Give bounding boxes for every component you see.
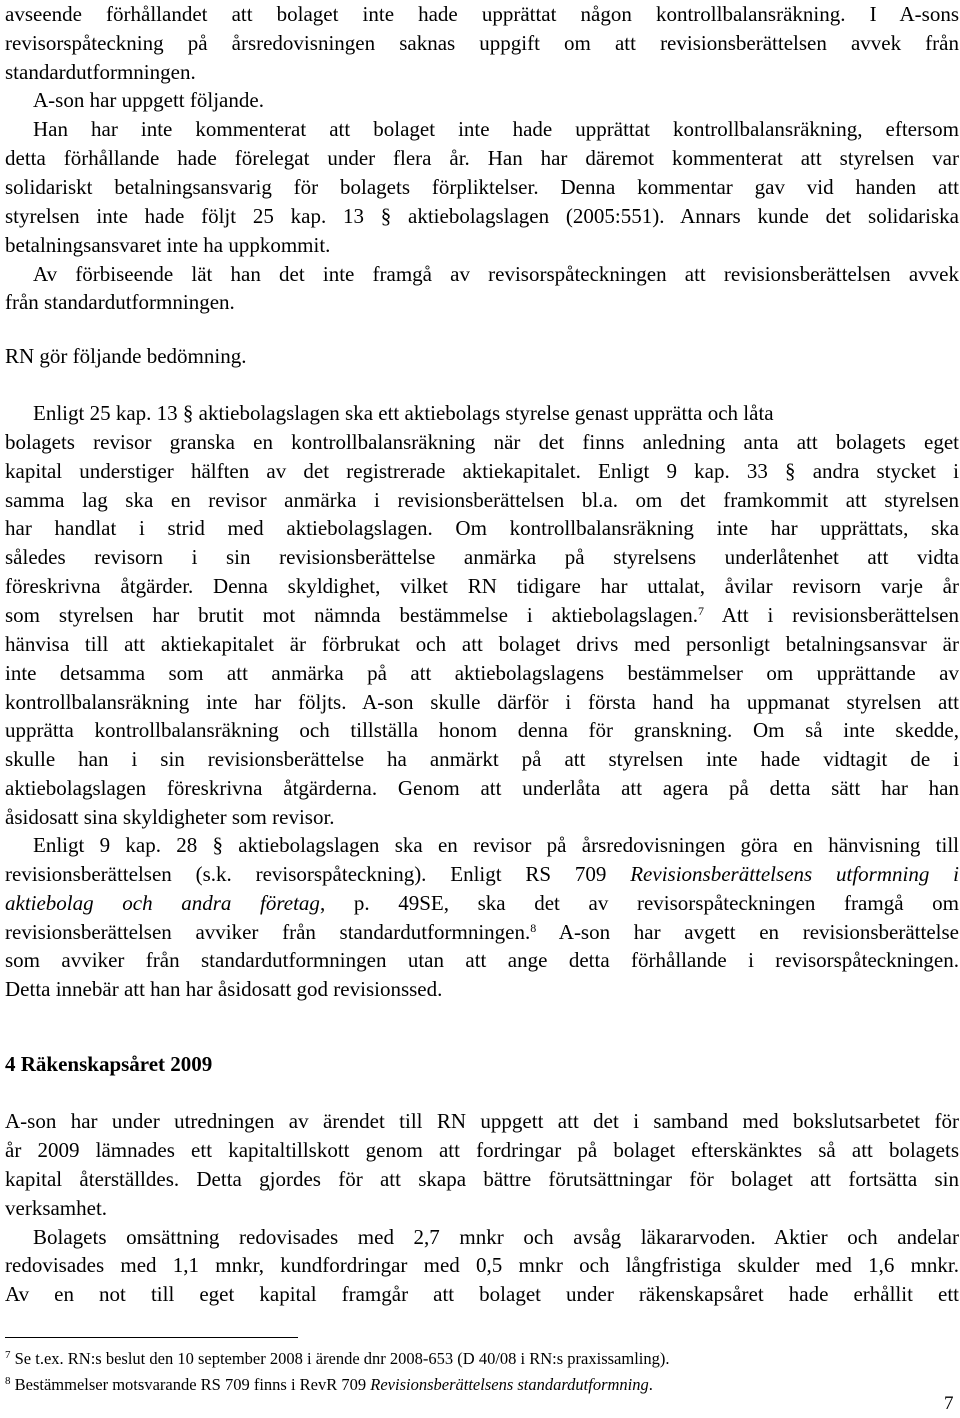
body-line: Detta innebär att han har åsidosatt god revisionssed.: [5, 977, 443, 1001]
body-line: kontrollbalansräkning inte har följts. A-son skulle därför i första hand ha uppmanat styrelsen att: [5, 690, 959, 714]
footnote-text: .: [648, 1375, 653, 1394]
body-line: betalningsansvaret inte ha uppkommit.: [5, 233, 331, 257]
footnote-text: Se t.ex. RN:s beslut den 10 september 2008 i ärende dnr 2008-653 (D 40/08 i RN:s praxissamling).: [10, 1349, 670, 1368]
footnote-reference: 7: [698, 604, 704, 618]
body-line: inte detsamma som att anmärka på att aktiebolagslagens bestämmelser om upprättande av: [5, 661, 959, 685]
footnote-number: 7: [5, 1349, 11, 1361]
footnote-separator: [5, 1337, 298, 1338]
text-run: A-son har avgett en revisionsberättelse: [536, 920, 959, 944]
body-line: solidariskt betalningsansvarig för bolagets förpliktelser. Denna kommentar gav vid handen att: [5, 175, 959, 199]
body-line: [5, 889, 959, 918]
body-line: [5, 918, 959, 947]
body-line: upprätta kontrollbalansräkning och tillställa honom denna för granskning. Om så inte skedde,: [5, 718, 959, 742]
footnote-number: 8: [5, 1375, 11, 1387]
body-line: Enligt 9 kap. 28 § aktiebolagslagen ska en revisor på årsredovisningen göra en hänvisning till: [33, 833, 959, 857]
body-line: revisorspåteckning på årsredovisningen saknas uppgift om att revisionsberättelsen avvek från: [5, 31, 959, 55]
section-line: redovisades med 1,1 mnkr, kundfordringar med 0,5 mnkr och långfristiga skulder med 1,6 mnkr.: [5, 1253, 959, 1277]
text-run: , p. 49SE, ska det av revisorspåteckningen framgå om: [319, 891, 959, 915]
italic-title: Revisionsberättelsens utformning i: [630, 862, 959, 886]
body-line: samma lag ska en revisor anmärka i revisionsberättelsen bl.a. om det framkommit att styrelsen: [5, 488, 959, 512]
body-line: skulle han i sin revisionsberättelse ha anmärkt på att styrelsen inte hade vidtagit de i: [5, 747, 959, 771]
text-run: som styrelsen har brutit mot nämnda bestämmelse i aktiebolagslagen.: [5, 603, 698, 627]
text-run: revisionsberättelsen avviker från standardutformningen.: [5, 920, 531, 944]
body-line: [5, 860, 959, 889]
body-line: Enligt 25 kap. 13 § aktiebolagslagen ska ett aktiebolags styrelse genast upprätta och låta: [33, 401, 774, 425]
section-line: år 2009 lämnades ett kapitaltillskott genom att fordringar på bolaget efterskänktes så att bolagets: [5, 1138, 959, 1162]
footnote-text: Bestämmelser motsvarande RS 709 finns i RevR 709: [10, 1375, 371, 1394]
text-run: Att i revisionsberättelsen: [704, 603, 959, 627]
footnote-8: [5, 1374, 653, 1396]
body-line: detta förhållande hade förelegat under flera år. Han har däremot kommenterat att styrelsen var: [5, 146, 959, 170]
body-line: från standardutformningen.: [5, 290, 235, 314]
body-line: aktiebolagslagen föreskrivna åtgärderna. Genom att underlåta att agera på detta sätt har han: [5, 776, 959, 800]
body-line: kapital understiger hälften av det registrerade aktiekapitalet. Enligt 9 kap. 33 § andra stycket i: [5, 459, 959, 483]
italic-title: aktiebolag och andra företag: [5, 891, 320, 915]
body-line: standardutformningen.: [5, 60, 196, 84]
body-line: som avviker från standardutformningen utan att ange detta förhållande i revisorspåteckningen.: [5, 948, 959, 972]
body-line: åsidosatt sina skyldigheter som revisor.: [5, 805, 335, 829]
text-run: revisionsberättelsen (s.k. revisorspåteckning). Enligt RS 709: [5, 862, 631, 886]
body-line: således revisorn i sin revisionsberättelse anmärka på styrelsens underlåtenhet att vidta: [5, 545, 959, 569]
section-line: A-son har under utredningen av ärendet till RN uppgett att det i samband med bokslutsarbetet för: [5, 1109, 959, 1133]
body-line: föreskrivna åtgärder. Denna skyldighet, vilket RN tidigare har uttalat, åvilar revisorn varje år: [5, 574, 959, 598]
body-line: Han har inte kommenterat att bolaget inte hade upprättat kontrollbalansräkning, eftersom: [33, 117, 959, 141]
section-heading: 4 Räkenskapsåret 2009: [5, 1052, 213, 1076]
footnote-7: [5, 1348, 670, 1370]
footnote-reference: 8: [530, 921, 537, 935]
body-line: [5, 601, 959, 630]
body-line: styrelsen inte hade följt 25 kap. 13 § aktiebolagslagen (2005:551). Annars kunde det solidariska: [5, 204, 959, 228]
section-line: kapital återställdes. Detta gjordes för att skapa bättre förutsättningar för bolaget att fortsätta sin: [5, 1167, 959, 1191]
body-line: A-son har uppgett följande.: [33, 88, 264, 112]
section-line: verksamhet.: [5, 1196, 108, 1220]
page-number: 7: [944, 1393, 954, 1414]
body-line: avseende förhållandet att bolaget inte hade upprättat någon kontrollbalansräkning. I A-sons: [5, 2, 959, 26]
section-line: Bolagets omsättning redovisades med 2,7 mnkr och avsåg läkararvoden. Aktier och andelar: [33, 1225, 959, 1249]
body-line: hänvisa till att aktiekapitalet är förbrukat och att bolaget drivs med personligt betalningsansvar är: [5, 632, 959, 656]
body-line: Av förbiseende lät han det inte framgå av revisorspåteckningen att revisionsberättelsen avvek: [33, 262, 959, 286]
body-line: har handlat i strid med aktiebolagslagen. Om kontrollbalansräkning inte har upprättats, ska: [5, 516, 959, 540]
body-line: RN gör följande bedömning.: [5, 344, 247, 368]
section-line: Av en not till eget kapital framgår att bolaget under räkenskapsåret hade erhållit ett: [5, 1282, 959, 1306]
body-line: bolagets revisor granska en kontrollbalansräkning när det finns anledning anta att bolagets eget: [5, 430, 959, 454]
footnote-italic: Revisionsberättelsens standardutformning: [370, 1375, 649, 1394]
